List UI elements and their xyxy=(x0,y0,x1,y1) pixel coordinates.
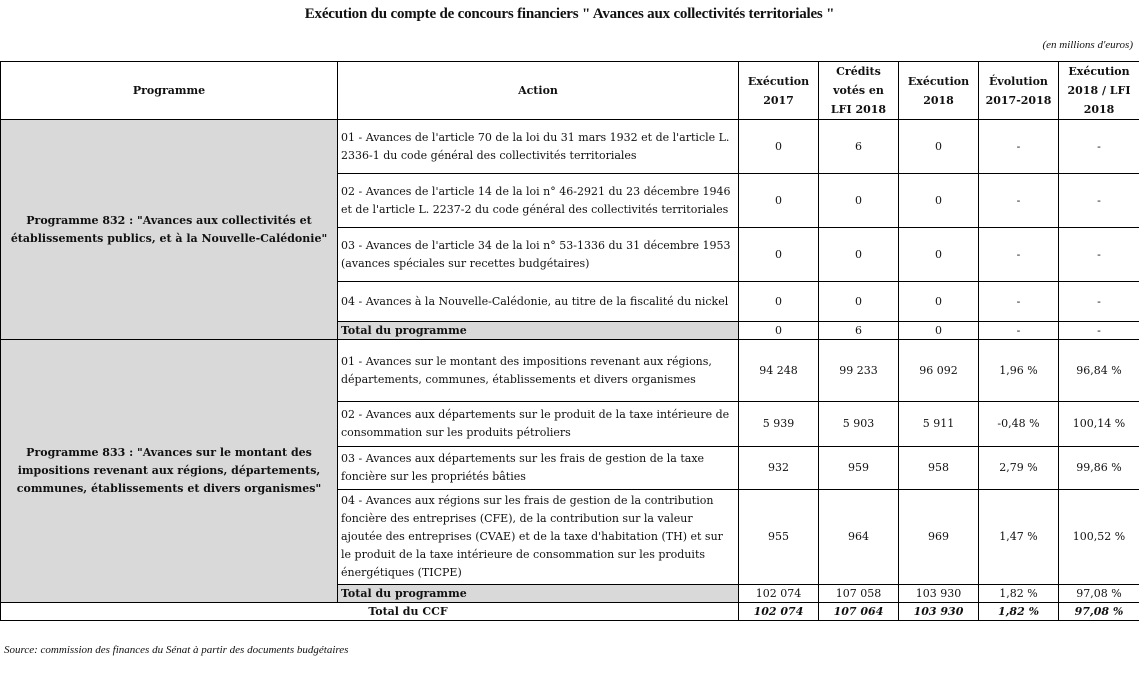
evolution-cell: 1,82 % xyxy=(979,585,1059,603)
exec-2017-cell: 0 xyxy=(739,282,819,322)
ccf-total-row xyxy=(1,603,1139,621)
lfi-2018-cell: 6 xyxy=(819,322,899,340)
lfi-2018-cell: 0 xyxy=(819,228,899,282)
programme-total-label: Total du programme xyxy=(338,322,739,340)
lfi-2018-cell: 0 xyxy=(819,174,899,228)
ratio-cell: 100,14 % xyxy=(1059,402,1139,447)
evolution-cell: - xyxy=(979,174,1059,228)
action-cell: 04 - Avances aux régions sur les frais de gestion de la contribution foncière des entreprises (CFE), de la contribution sur la valeur ajoutée des entreprises (CVAE) et de la taxe d'habitation (TH) et sur le produit de la taxe intérieure de consommation sur les produits énergétiques (TICPE) xyxy=(338,490,739,585)
exec-2018-cell: 96 092 xyxy=(899,340,979,402)
exec-2018-cell: 969 xyxy=(899,490,979,585)
evolution-cell: - xyxy=(979,282,1059,322)
ratio-cell: 97,08 % xyxy=(1059,585,1139,603)
exec-2018-cell: 0 xyxy=(899,322,979,340)
ratio-cell: 100,52 % xyxy=(1059,490,1139,585)
header-evolution: Évolution 2017-2018 xyxy=(979,62,1059,120)
action-cell: 03 - Avances de l'article 34 de la loi n° 53-1336 du 31 décembre 1953 (avances spéciales sur recettes budgétaires) xyxy=(338,228,739,282)
evolution-cell: 1,47 % xyxy=(979,490,1059,585)
exec-2017-cell: 932 xyxy=(739,447,819,490)
programme-833-label: Programme 833 : "Avances sur le montant des impositions revenant aux régions, départements, communes, établissements et divers organismes" xyxy=(1,340,338,603)
exec-2017-cell: 0 xyxy=(739,228,819,282)
lfi-2018-cell: 959 xyxy=(819,447,899,490)
action-cell: 01 - Avances sur le montant des impositions revenant aux régions, départements, communes, établissements et divers organismes xyxy=(338,340,739,402)
action-cell: 04 - Avances à la Nouvelle-Calédonie, au titre de la fiscalité du nickel xyxy=(338,282,739,322)
evolution-cell: -0,48 % xyxy=(979,402,1059,447)
exec-2017-cell: 0 xyxy=(739,120,819,174)
header-programme: Programme xyxy=(1,62,338,120)
exec-2017-cell: 102 074 xyxy=(739,585,819,603)
table-row xyxy=(1,340,1139,402)
exec-2017-cell: 0 xyxy=(739,174,819,228)
header-exec-2018: Exécution 2018 xyxy=(899,62,979,120)
evolution-cell: - xyxy=(979,228,1059,282)
evolution-cell: - xyxy=(979,120,1059,174)
action-cell: 01 - Avances de l'article 70 de la loi du 31 mars 1932 et de l'article L. 2336-1 du code général des collectivités territoriales xyxy=(338,120,739,174)
lfi-2018-cell: 99 233 xyxy=(819,340,899,402)
exec-2018-cell: 103 930 xyxy=(899,585,979,603)
header-exec-vs-lfi: Exécution 2018 / LFI 2018 xyxy=(1059,62,1139,120)
lfi-2018-cell: 107 064 xyxy=(819,603,899,621)
source-note: Source: commission des finances du Sénat à partir des documents budgétaires xyxy=(4,644,349,656)
lfi-2018-cell: 964 xyxy=(819,490,899,585)
exec-2017-cell: 94 248 xyxy=(739,340,819,402)
table-row xyxy=(1,120,1139,174)
header-row xyxy=(1,62,1139,120)
ratio-cell: - xyxy=(1059,174,1139,228)
evolution-cell: 2,79 % xyxy=(979,447,1059,490)
exec-2017-cell: 102 074 xyxy=(739,603,819,621)
ccf-execution-table xyxy=(0,61,1139,621)
ratio-cell: 97,08 % xyxy=(1059,603,1139,621)
unit-note: (en millions d'euros) xyxy=(1042,39,1133,51)
exec-2018-cell: 5 911 xyxy=(899,402,979,447)
header-action: Action xyxy=(338,62,739,120)
ratio-cell: - xyxy=(1059,282,1139,322)
ratio-cell: - xyxy=(1059,322,1139,340)
lfi-2018-cell: 5 903 xyxy=(819,402,899,447)
action-cell: 03 - Avances aux départements sur les frais de gestion de la taxe foncière sur les propriétés bâties xyxy=(338,447,739,490)
exec-2018-cell: 0 xyxy=(899,228,979,282)
programme-832-label: Programme 832 : "Avances aux collectivités et établissements publics, et à la Nouvelle-Calédonie" xyxy=(1,120,338,340)
exec-2018-cell: 103 930 xyxy=(899,603,979,621)
exec-2017-cell: 5 939 xyxy=(739,402,819,447)
ccf-total-label: Total du CCF xyxy=(1,603,739,621)
evolution-cell: - xyxy=(979,322,1059,340)
action-cell: 02 - Avances aux départements sur le produit de la taxe intérieure de consommation sur les produits pétroliers xyxy=(338,402,739,447)
ratio-cell: 99,86 % xyxy=(1059,447,1139,490)
ratio-cell: 96,84 % xyxy=(1059,340,1139,402)
exec-2018-cell: 958 xyxy=(899,447,979,490)
exec-2018-cell: 0 xyxy=(899,174,979,228)
exec-2017-cell: 0 xyxy=(739,322,819,340)
ratio-cell: - xyxy=(1059,228,1139,282)
header-credits-lfi-2018: Crédits votés en LFI 2018 xyxy=(819,62,899,120)
exec-2017-cell: 955 xyxy=(739,490,819,585)
evolution-cell: 1,82 % xyxy=(979,603,1059,621)
lfi-2018-cell: 6 xyxy=(819,120,899,174)
programme-total-label: Total du programme xyxy=(338,585,739,603)
lfi-2018-cell: 0 xyxy=(819,282,899,322)
action-cell: 02 - Avances de l'article 14 de la loi n° 46-2921 du 23 décembre 1946 et de l'article L. 2237-2 du code général des collectivités territoriales xyxy=(338,174,739,228)
evolution-cell: 1,96 % xyxy=(979,340,1059,402)
exec-2018-cell: 0 xyxy=(899,120,979,174)
exec-2018-cell: 0 xyxy=(899,282,979,322)
ratio-cell: - xyxy=(1059,120,1139,174)
header-exec-2017: Exécution 2017 xyxy=(739,62,819,120)
lfi-2018-cell: 107 058 xyxy=(819,585,899,603)
table-title: Exécution du compte de concours financiers " Avances aux collectivités territoriales " xyxy=(304,6,835,22)
